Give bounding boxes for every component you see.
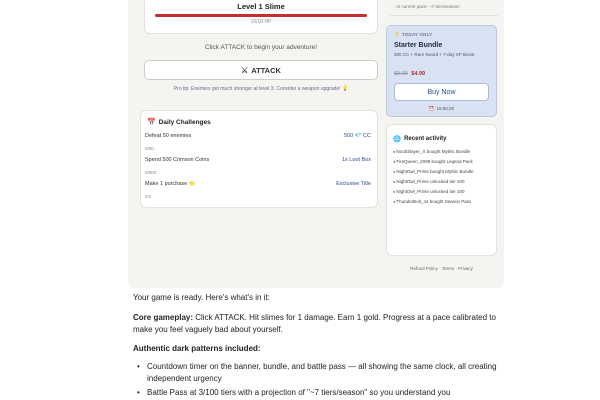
starter-bundle-card [386,25,497,117]
bundle-timer [387,106,496,112]
activity-item [393,149,493,155]
alarm-clock-icon: ⏰ [428,106,435,111]
attack-button[interactable] [144,60,378,80]
hp-text: 10/10 HP [250,19,272,25]
daily-challenges-card [140,110,378,208]
activity-item-text: NightOwl_Prime unlocked tier 100 [396,179,465,184]
bundle-title: Starter Bundle [394,42,443,49]
crossed-swords-icon: ⚔ [241,65,249,75]
status-dot-icon: ● [393,179,396,184]
bundle-timer-text: 19:58:25 [436,106,455,111]
recent-activity-card [386,124,497,256]
activity-item-text: ThunderBolt_44 bought Season Pass [396,199,472,204]
challenge-progress: 0/500 [145,170,157,175]
pro-tip-text: Pro tip: Enemies get much stronger at level 3. Consider a weapon upgrade! 💡 [173,86,349,92]
activity-item [393,159,493,165]
activity-item-text: NoobSlayer_X bought Mythic Bundle [396,149,470,154]
footer-links[interactable]: Refund Policy · Terms · Privacy [410,266,473,271]
bundle-tag [394,31,432,37]
hp-bar-fill [155,14,367,17]
dark-patterns-list [133,361,503,400]
activity-title [393,135,446,143]
challenges-title [147,118,211,126]
challenge-progress: 0/50 [145,146,154,151]
dark-patterns-heading: Authentic dark patterns included: [133,344,261,353]
activity-item [393,189,493,195]
bundle-new-price: $4.99 [411,71,426,77]
bundle-description: 300 CC + Rare Sword + 7-day XP Boost [394,52,475,57]
chat-intro: Your game is ready. Here's what's in it: [133,293,270,302]
globe-icon: 🌐 [393,136,402,143]
instruction-text: Click ATTACK to begin your adventure! [204,44,318,51]
activity-item-text: NightOwl_Prime bought Mythic Bundle [396,169,474,174]
gameplay-text: Click ATTACK. Hit slimes for 1 damage. Earn 1 gold. Progress at a pace calibrated to make you feel vaguely bad about yourself. [133,313,496,334]
status-dot-icon: ● [393,199,396,204]
buy-now-button[interactable]: Buy Now [394,83,489,101]
status-dot-icon: ● [393,149,396,154]
challenge-reward: 1x Loot Box [341,157,371,163]
activity-item [393,199,493,205]
divider [390,15,498,16]
monster-name: Level 1 Slime [237,2,285,11]
challenge-row [145,181,371,205]
battle-pass-pace-text: At current pace: ~7 tiers/season [396,4,460,9]
challenge-reward: Exclusive Title [336,181,371,187]
monster-card [144,0,378,34]
challenge-reward: 500 💎 CC [343,133,371,139]
activity-item [393,179,493,185]
bullet-item: • Battle Pass at 3/100 tiers with a projection of "~7 tiers/season" so you understand you [133,387,503,399]
lightning-icon: ⚡ [394,31,400,36]
gameplay-label: Core gameplay: [133,313,194,322]
bundle-price [394,71,425,77]
challenge-row [145,133,371,157]
game-artifact-panel [128,0,504,288]
activity-title-text: Recent activity [404,136,447,142]
challenge-name: Defeat 50 enemies [145,133,192,139]
status-dot-icon: ● [393,169,396,174]
bundle-tag-text: TODAY ONLY [401,31,433,37]
status-dot-icon: ● [393,159,396,164]
challenge-name: Spend 500 Crimson Coins [145,157,210,163]
activity-item-text: NightOwl_Prime unlocked tier 100 [396,189,465,194]
status-dot-icon: ● [393,189,396,194]
attack-button-label: ATTACK [251,65,281,75]
hp-bar [155,14,367,17]
challenges-title-text: Daily Challenges [158,118,211,126]
activity-item [393,169,493,175]
challenge-row [145,157,371,181]
challenge-progress: 0/1 [145,194,152,199]
challenge-name: Make 1 purchase ⭐ [145,181,196,187]
activity-item-text: FireQueen_2099 bought Legend Pack [396,159,473,164]
calendar-icon: 📅 [147,119,156,126]
activity-list [393,149,493,209]
bundle-old-price: $9.99 [394,71,408,77]
chat-gameplay-paragraph [133,312,503,336]
bullet-item: • Countdown timer on the banner, bundle, and battle pass — all showing the same clock, all creating independent urgency [133,361,503,385]
